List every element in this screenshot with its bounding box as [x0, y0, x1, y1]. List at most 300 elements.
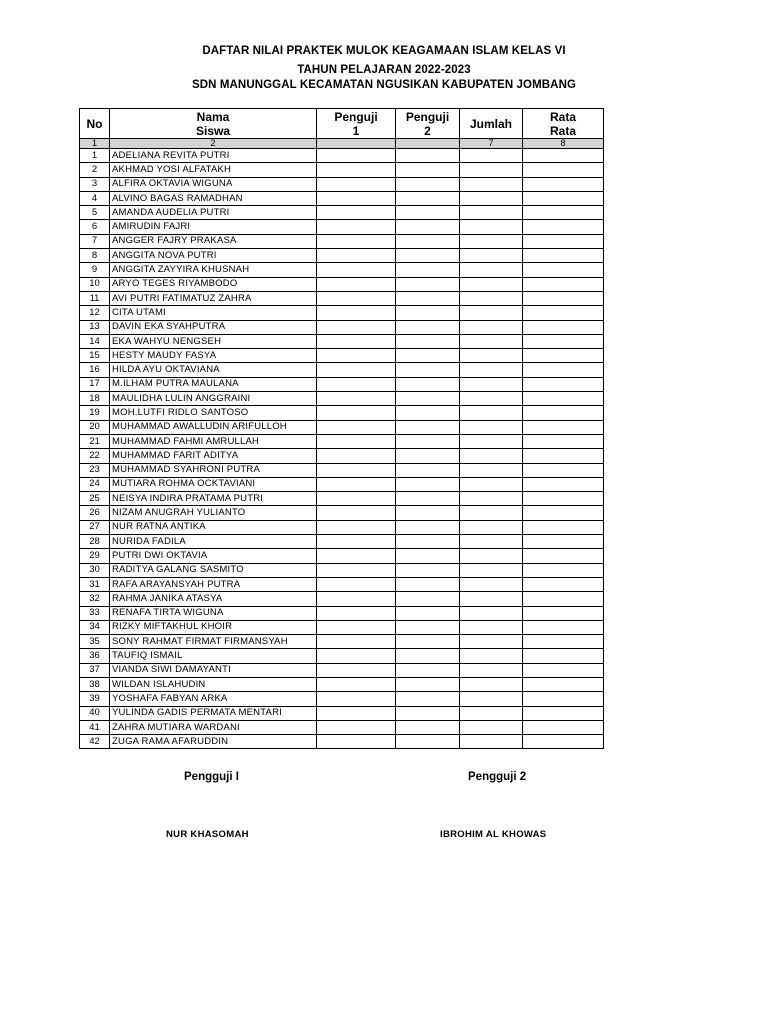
row-number: 27	[80, 520, 110, 534]
score-penguji-2	[396, 635, 460, 649]
score-penguji-1	[317, 549, 396, 563]
score-rata-rata	[523, 263, 604, 277]
score-penguji-2	[396, 349, 460, 363]
score-penguji-1	[317, 206, 396, 220]
student-name: MOH.LUTFI RIDLO SANTOSO	[110, 406, 317, 420]
score-jumlah	[460, 592, 523, 606]
score-jumlah	[460, 620, 523, 634]
score-jumlah	[460, 191, 523, 205]
table-row	[80, 320, 604, 334]
score-penguji-1	[317, 291, 396, 305]
score-rata-rata	[523, 692, 604, 706]
score-jumlah	[460, 420, 523, 434]
score-penguji-1	[317, 306, 396, 320]
score-penguji-1	[317, 592, 396, 606]
table-row	[80, 363, 604, 377]
score-penguji-2	[396, 220, 460, 234]
table-row	[80, 177, 604, 191]
row-number: 22	[80, 449, 110, 463]
score-penguji-1	[317, 635, 396, 649]
student-name: NIZAM ANUGRAH YULIANTO	[110, 506, 317, 520]
school-year: TAHUN PELAJARAN 2022-2023	[297, 64, 471, 76]
student-name: NEISYA INDIRA PRATAMA PUTRI	[110, 492, 317, 506]
student-name: CITA UTAMI	[110, 306, 317, 320]
column-number: 2	[110, 139, 317, 149]
score-rata-rata	[523, 163, 604, 177]
score-rata-rata	[523, 220, 604, 234]
student-name: VIANDA SIWI DAMAYANTI	[110, 663, 317, 677]
score-jumlah	[460, 535, 523, 549]
score-rata-rata	[523, 492, 604, 506]
score-penguji-1	[317, 249, 396, 263]
score-penguji-2	[396, 449, 460, 463]
student-name: AVI PUTRI FATIMATUZ ZAHRA	[110, 291, 317, 305]
score-penguji-1	[317, 520, 396, 534]
student-name: PUTRI DWI OKTAVIA	[110, 549, 317, 563]
score-penguji-2	[396, 263, 460, 277]
score-penguji-2	[396, 720, 460, 734]
score-rata-rata	[523, 449, 604, 463]
table-row	[80, 692, 604, 706]
score-penguji-2	[396, 577, 460, 591]
score-penguji-2	[396, 492, 460, 506]
table-row	[80, 506, 604, 520]
header-penguji-2: Penguji 2	[396, 109, 460, 139]
header-rata-rata: Rata Rata	[523, 109, 604, 139]
score-rata-rata	[523, 477, 604, 491]
score-penguji-2	[396, 206, 460, 220]
score-rata-rata	[523, 149, 604, 163]
table-row	[80, 449, 604, 463]
score-penguji-2	[396, 520, 460, 534]
score-rata-rata	[523, 720, 604, 734]
row-number: 40	[80, 706, 110, 720]
score-rata-rata	[523, 535, 604, 549]
score-jumlah	[460, 306, 523, 320]
score-rata-rata	[523, 320, 604, 334]
table-row	[80, 477, 604, 491]
score-rata-rata	[523, 349, 604, 363]
row-number: 13	[80, 320, 110, 334]
grades-table	[79, 108, 604, 749]
row-number: 33	[80, 606, 110, 620]
row-number: 34	[80, 620, 110, 634]
score-penguji-2	[396, 663, 460, 677]
student-name: AMANDA AUDELIA PUTRI	[110, 206, 317, 220]
student-name: NUR RATNA ANTIKA	[110, 520, 317, 534]
table-row	[80, 520, 604, 534]
score-penguji-2	[396, 320, 460, 334]
score-rata-rata	[523, 191, 604, 205]
table-row	[80, 677, 604, 691]
student-name: ZUGA RAMA AFARUDDIN	[110, 735, 317, 749]
table-row	[80, 349, 604, 363]
row-number: 4	[80, 191, 110, 205]
score-penguji-1	[317, 334, 396, 348]
table-row	[80, 592, 604, 606]
score-rata-rata	[523, 234, 604, 248]
examiner-1-name: NUR KHASOMAH	[166, 829, 249, 840]
score-penguji-2	[396, 191, 460, 205]
score-jumlah	[460, 334, 523, 348]
table-row	[80, 291, 604, 305]
student-name: DAVIN EKA SYAHPUTRA	[110, 320, 317, 334]
column-number: 8	[523, 139, 604, 149]
table-row	[80, 163, 604, 177]
score-penguji-2	[396, 692, 460, 706]
table-row	[80, 406, 604, 420]
score-penguji-1	[317, 577, 396, 591]
score-jumlah	[460, 177, 523, 191]
table-row	[80, 706, 604, 720]
score-jumlah	[460, 706, 523, 720]
score-penguji-1	[317, 191, 396, 205]
table-row	[80, 420, 604, 434]
score-jumlah	[460, 320, 523, 334]
score-penguji-2	[396, 563, 460, 577]
table-row	[80, 220, 604, 234]
score-penguji-2	[396, 363, 460, 377]
score-jumlah	[460, 206, 523, 220]
score-jumlah	[460, 463, 523, 477]
row-number: 19	[80, 406, 110, 420]
table-row	[80, 549, 604, 563]
score-penguji-2	[396, 306, 460, 320]
score-penguji-1	[317, 535, 396, 549]
score-penguji-1	[317, 363, 396, 377]
row-number: 10	[80, 277, 110, 291]
score-rata-rata	[523, 277, 604, 291]
score-jumlah	[460, 392, 523, 406]
row-number: 20	[80, 420, 110, 434]
column-number	[317, 139, 396, 149]
column-number	[396, 139, 460, 149]
score-rata-rata	[523, 706, 604, 720]
score-jumlah	[460, 720, 523, 734]
score-jumlah	[460, 549, 523, 563]
score-penguji-1	[317, 492, 396, 506]
row-number: 14	[80, 334, 110, 348]
row-number: 7	[80, 234, 110, 248]
student-name: ANGGITA NOVA PUTRI	[110, 249, 317, 263]
student-name: AMIRUDIN FAJRI	[110, 220, 317, 234]
student-name: MUHAMMAD SYAHRONI PUTRA	[110, 463, 317, 477]
score-rata-rata	[523, 334, 604, 348]
student-name: ARYO TEGES RIYAMBODO	[110, 277, 317, 291]
table-row	[80, 306, 604, 320]
row-number: 26	[80, 506, 110, 520]
score-penguji-2	[396, 377, 460, 391]
score-penguji-2	[396, 592, 460, 606]
table-row	[80, 334, 604, 348]
student-name: HILDA AYU OKTAVIANA	[110, 363, 317, 377]
score-penguji-2	[396, 434, 460, 448]
column-number: 1	[80, 139, 110, 149]
score-jumlah	[460, 449, 523, 463]
score-penguji-1	[317, 263, 396, 277]
table-row	[80, 620, 604, 634]
student-name: NURIDA FADILA	[110, 535, 317, 549]
score-penguji-2	[396, 706, 460, 720]
row-number: 16	[80, 363, 110, 377]
score-jumlah	[460, 277, 523, 291]
student-name: ZAHRA MUTIARA WARDANI	[110, 720, 317, 734]
row-number: 39	[80, 692, 110, 706]
student-name: TAUFIQ ISMAIL	[110, 649, 317, 663]
score-jumlah	[460, 506, 523, 520]
score-penguji-1	[317, 606, 396, 620]
score-jumlah	[460, 606, 523, 620]
row-number: 11	[80, 291, 110, 305]
score-penguji-1	[317, 149, 396, 163]
score-jumlah	[460, 735, 523, 749]
student-name: RAFA ARAYANSYAH PUTRA	[110, 577, 317, 591]
student-name: ANGGER FAJRY PRAKASA	[110, 234, 317, 248]
row-number: 6	[80, 220, 110, 234]
row-number: 25	[80, 492, 110, 506]
row-number: 41	[80, 720, 110, 734]
table-header-row	[80, 109, 604, 139]
score-penguji-1	[317, 434, 396, 448]
score-jumlah	[460, 291, 523, 305]
table-row	[80, 434, 604, 448]
header-nama-siswa: Nama Siswa	[110, 109, 317, 139]
row-number: 42	[80, 735, 110, 749]
score-rata-rata	[523, 635, 604, 649]
score-penguji-1	[317, 406, 396, 420]
column-number: 7	[460, 139, 523, 149]
row-number: 38	[80, 677, 110, 691]
student-name: M.ILHAM PUTRA MAULANA	[110, 377, 317, 391]
row-number: 9	[80, 263, 110, 277]
score-jumlah	[460, 377, 523, 391]
score-penguji-2	[396, 406, 460, 420]
score-jumlah	[460, 434, 523, 448]
student-name: MUHAMMAD AWALLUDIN ARIFULLOH	[110, 420, 317, 434]
score-penguji-2	[396, 506, 460, 520]
row-number: 17	[80, 377, 110, 391]
table-row	[80, 191, 604, 205]
table-row	[80, 735, 604, 749]
score-rata-rata	[523, 735, 604, 749]
score-penguji-2	[396, 177, 460, 191]
table-row	[80, 377, 604, 391]
score-penguji-2	[396, 677, 460, 691]
school-name: SDN MANUNGGAL KECAMATAN NGUSIKAN KABUPATEN JOMBANG	[191, 79, 577, 91]
score-penguji-2	[396, 535, 460, 549]
table-row	[80, 392, 604, 406]
student-name: ALFIRA OKTAVIA WIGUNA	[110, 177, 317, 191]
score-penguji-1	[317, 377, 396, 391]
score-penguji-2	[396, 420, 460, 434]
document-title: DAFTAR NILAI PRAKTEK MULOK KEAGAMAAN ISLAM KELAS VI	[202, 45, 566, 57]
table-row	[80, 649, 604, 663]
row-number: 36	[80, 649, 110, 663]
score-penguji-2	[396, 149, 460, 163]
table-row	[80, 206, 604, 220]
row-number: 5	[80, 206, 110, 220]
score-rata-rata	[523, 206, 604, 220]
row-number: 2	[80, 163, 110, 177]
student-name: RENAFA TIRTA WIGUNA	[110, 606, 317, 620]
table-row	[80, 663, 604, 677]
score-penguji-2	[396, 649, 460, 663]
score-penguji-1	[317, 563, 396, 577]
score-rata-rata	[523, 406, 604, 420]
score-jumlah	[460, 149, 523, 163]
score-rata-rata	[523, 563, 604, 577]
score-jumlah	[460, 635, 523, 649]
score-jumlah	[460, 677, 523, 691]
table-row	[80, 463, 604, 477]
score-jumlah	[460, 406, 523, 420]
score-penguji-1	[317, 320, 396, 334]
header-penguji-1: Penguji 1	[317, 109, 396, 139]
row-number: 8	[80, 249, 110, 263]
student-name: ADELIANA REVITA PUTRI	[110, 149, 317, 163]
score-rata-rata	[523, 463, 604, 477]
score-penguji-1	[317, 677, 396, 691]
score-rata-rata	[523, 549, 604, 563]
score-rata-rata	[523, 620, 604, 634]
score-jumlah	[460, 477, 523, 491]
table-row	[80, 635, 604, 649]
student-name: RIZKY MIFTAKHUL KHOIR	[110, 620, 317, 634]
row-number: 31	[80, 577, 110, 591]
score-penguji-1	[317, 420, 396, 434]
examiner-1-label: Pengguji I	[184, 771, 239, 783]
student-name: RADITYA GALANG SASMITO	[110, 563, 317, 577]
score-penguji-1	[317, 177, 396, 191]
score-jumlah	[460, 163, 523, 177]
score-penguji-2	[396, 392, 460, 406]
score-penguji-1	[317, 692, 396, 706]
row-number: 23	[80, 463, 110, 477]
score-rata-rata	[523, 363, 604, 377]
score-penguji-2	[396, 620, 460, 634]
table-row	[80, 277, 604, 291]
score-jumlah	[460, 220, 523, 234]
score-penguji-1	[317, 163, 396, 177]
score-rata-rata	[523, 392, 604, 406]
score-jumlah	[460, 577, 523, 591]
score-rata-rata	[523, 649, 604, 663]
score-penguji-1	[317, 449, 396, 463]
table-row	[80, 535, 604, 549]
score-penguji-1	[317, 649, 396, 663]
score-penguji-2	[396, 334, 460, 348]
student-name: ALVINO BAGAS RAMADHAN	[110, 191, 317, 205]
score-rata-rata	[523, 506, 604, 520]
table-row	[80, 263, 604, 277]
score-rata-rata	[523, 249, 604, 263]
score-penguji-2	[396, 277, 460, 291]
student-name: AKHMAD YOSI ALFATAKH	[110, 163, 317, 177]
examiner-2-label: Pengguji 2	[468, 771, 527, 783]
score-jumlah	[460, 363, 523, 377]
score-jumlah	[460, 563, 523, 577]
score-rata-rata	[523, 434, 604, 448]
table-row	[80, 720, 604, 734]
score-penguji-2	[396, 249, 460, 263]
student-name: MUHAMMAD FAHMI AMRULLAH	[110, 434, 317, 448]
row-number: 29	[80, 549, 110, 563]
row-number: 28	[80, 535, 110, 549]
student-name: ANGGITA ZAYYIRA KHUSNAH	[110, 263, 317, 277]
table-row	[80, 606, 604, 620]
student-name: RAHMA JANIKA ATASYA	[110, 592, 317, 606]
score-rata-rata	[523, 677, 604, 691]
score-penguji-1	[317, 463, 396, 477]
score-penguji-2	[396, 163, 460, 177]
student-name: MAULIDHA LULIN ANGGRAINI	[110, 392, 317, 406]
score-penguji-2	[396, 549, 460, 563]
score-penguji-1	[317, 277, 396, 291]
score-penguji-1	[317, 735, 396, 749]
student-name: HESTY MAUDY FASYA	[110, 349, 317, 363]
examiner-2-name: IBROHIM AL KHOWAS	[440, 829, 547, 840]
row-number: 24	[80, 477, 110, 491]
score-penguji-1	[317, 234, 396, 248]
score-jumlah	[460, 692, 523, 706]
score-rata-rata	[523, 592, 604, 606]
score-rata-rata	[523, 663, 604, 677]
score-penguji-1	[317, 720, 396, 734]
score-penguji-1	[317, 349, 396, 363]
student-name: YULINDA GADIS PERMATA MENTARI	[110, 706, 317, 720]
score-rata-rata	[523, 306, 604, 320]
student-name: SONY RAHMAT FIRMAT FIRMANSYAH	[110, 635, 317, 649]
row-number: 37	[80, 663, 110, 677]
score-rata-rata	[523, 177, 604, 191]
score-jumlah	[460, 263, 523, 277]
row-number: 1	[80, 149, 110, 163]
score-jumlah	[460, 492, 523, 506]
header-jumlah: Jumlah	[460, 109, 523, 139]
student-name: YOSHAFA FABYAN ARKA	[110, 692, 317, 706]
row-number: 21	[80, 434, 110, 448]
score-penguji-1	[317, 506, 396, 520]
score-penguji-2	[396, 291, 460, 305]
student-name: WILDAN ISLAHUDIN	[110, 677, 317, 691]
score-penguji-2	[396, 735, 460, 749]
score-penguji-2	[396, 463, 460, 477]
score-jumlah	[460, 249, 523, 263]
student-name: MUTIARA ROHMA OCKTAVIANI	[110, 477, 317, 491]
score-penguji-1	[317, 620, 396, 634]
score-penguji-1	[317, 392, 396, 406]
table-row	[80, 149, 604, 163]
score-penguji-1	[317, 663, 396, 677]
score-jumlah	[460, 520, 523, 534]
row-number: 15	[80, 349, 110, 363]
row-number: 30	[80, 563, 110, 577]
row-number: 18	[80, 392, 110, 406]
score-rata-rata	[523, 377, 604, 391]
score-penguji-2	[396, 477, 460, 491]
student-name: MUHAMMAD FARIT ADITYA	[110, 449, 317, 463]
score-rata-rata	[523, 606, 604, 620]
header-no: No	[80, 109, 110, 139]
table-row	[80, 249, 604, 263]
student-name: EKA WAHYU NENGSEH	[110, 334, 317, 348]
row-number: 3	[80, 177, 110, 191]
column-number-row	[80, 139, 604, 149]
score-rata-rata	[523, 420, 604, 434]
score-penguji-2	[396, 234, 460, 248]
row-number: 12	[80, 306, 110, 320]
score-penguji-1	[317, 706, 396, 720]
